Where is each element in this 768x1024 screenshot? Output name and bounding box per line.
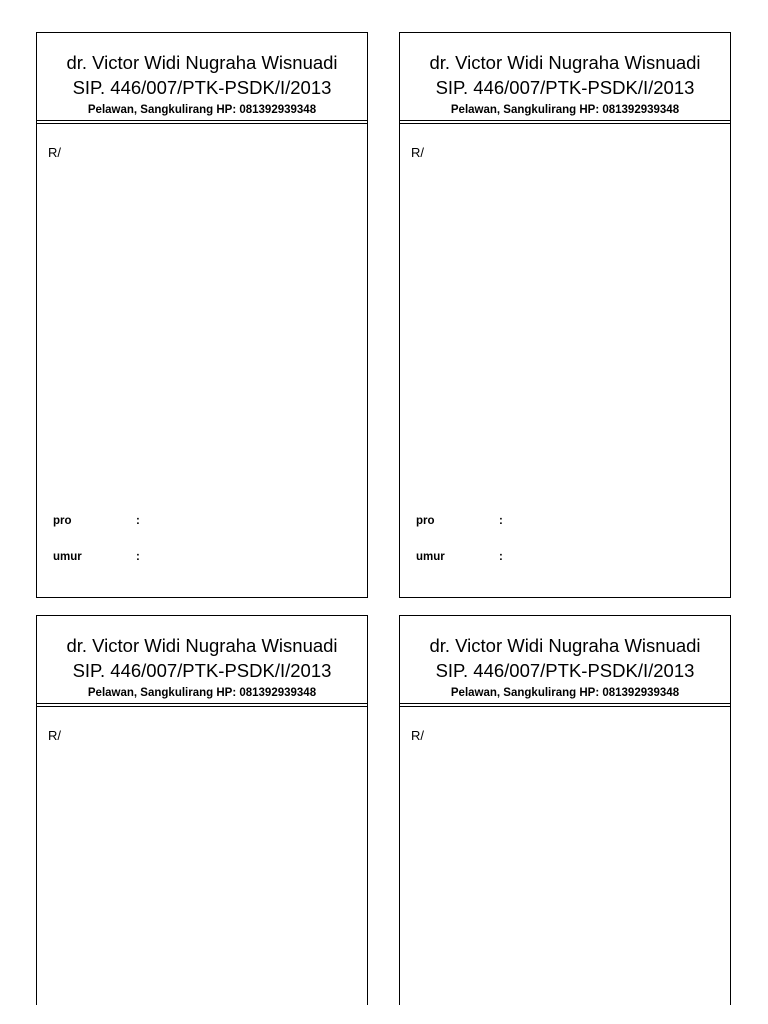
- rx-symbol: R/: [411, 145, 424, 160]
- header-divider: [37, 120, 367, 124]
- prescription-card: [36, 615, 368, 1005]
- field-colon: :: [136, 551, 140, 563]
- doctor-name: dr. Victor Widi Nugraha Wisnuadi: [429, 635, 701, 656]
- patient-age-field: [416, 551, 503, 563]
- field-colon: :: [136, 515, 140, 527]
- rx-symbol: R/: [48, 145, 61, 160]
- doctor-name: dr. Victor Widi Nugraha Wisnuadi: [66, 52, 338, 73]
- address-phone: Pelawan, Sangkulirang HP: 081392939348: [87, 687, 317, 699]
- field-colon: :: [499, 551, 503, 563]
- prescription-card: [36, 32, 368, 598]
- field-colon: :: [499, 515, 503, 527]
- address-phone: Pelawan, Sangkulirang HP: 081392939348: [450, 687, 680, 699]
- license-number: SIP. 446/007/PTK-PSDK/I/2013: [72, 660, 332, 681]
- patient-age-field: [53, 551, 140, 563]
- field-label: pro: [53, 515, 72, 527]
- header-divider: [37, 703, 367, 707]
- license-number: SIP. 446/007/PTK-PSDK/I/2013: [435, 77, 695, 98]
- rx-symbol: R/: [48, 728, 61, 743]
- prescription-card: [399, 32, 731, 598]
- card-header: [400, 616, 730, 702]
- patient-name-field: [53, 515, 140, 527]
- prescription-card: [399, 615, 731, 1005]
- card-header: [37, 616, 367, 702]
- card-header: [400, 33, 730, 119]
- license-number: SIP. 446/007/PTK-PSDK/I/2013: [435, 660, 695, 681]
- patient-name-field: [416, 515, 503, 527]
- rx-symbol: R/: [411, 728, 424, 743]
- field-label: umur: [53, 551, 82, 563]
- field-label: pro: [416, 515, 435, 527]
- field-label: umur: [416, 551, 445, 563]
- card-header: [37, 33, 367, 119]
- header-divider: [400, 703, 730, 707]
- address-phone: Pelawan, Sangkulirang HP: 081392939348: [87, 104, 317, 116]
- header-divider: [400, 120, 730, 124]
- doctor-name: dr. Victor Widi Nugraha Wisnuadi: [66, 635, 338, 656]
- doctor-name: dr. Victor Widi Nugraha Wisnuadi: [429, 52, 701, 73]
- address-phone: Pelawan, Sangkulirang HP: 081392939348: [450, 104, 680, 116]
- license-number: SIP. 446/007/PTK-PSDK/I/2013: [72, 77, 332, 98]
